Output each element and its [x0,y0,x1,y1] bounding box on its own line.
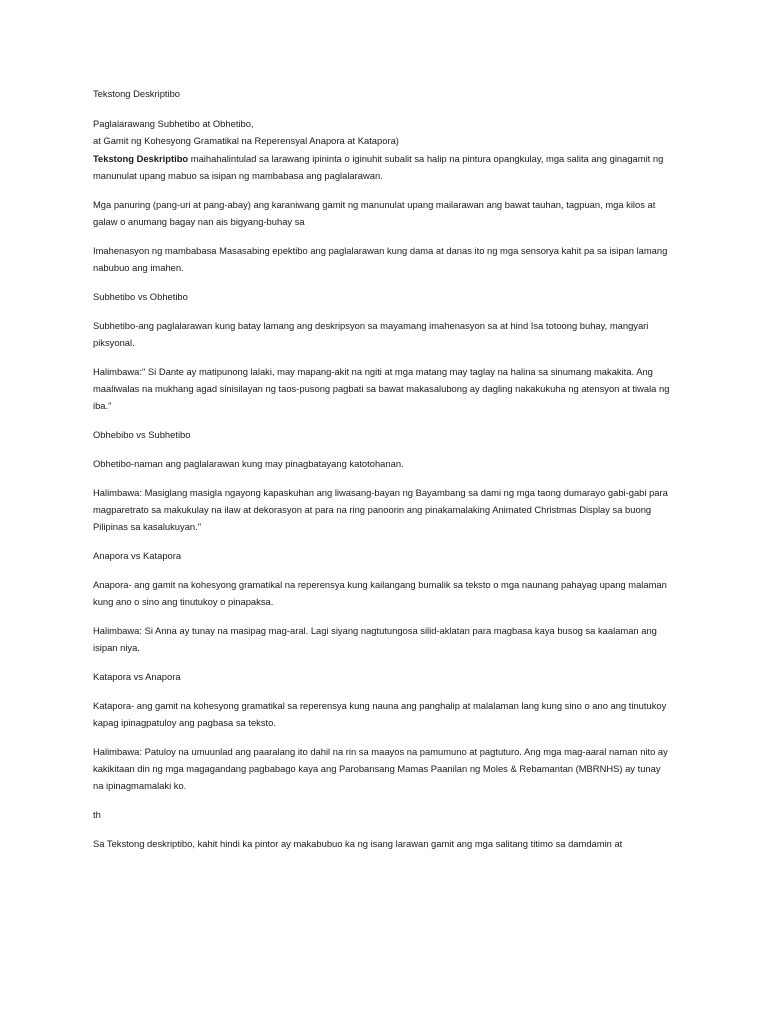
paragraph-imahenasyon: Imahenasyon ng mambabasa Masasabing epektibo ang paglalarawan kung dama at danas ito ng mga sensorya kahit pa sa isipan lamang nabubuo ang imahen. [93,245,668,273]
intro-text: maihahalintulad sa larawang ipininta o iginuhit subalit sa halip na pintura opangkulay, mga salita ang ginagamit ng manunulat upang mabuo sa isipan ng mambabasa ang paglalarawan. [93,153,664,181]
paragraph-halimbawa-1: Halimbawa:" Si Dante ay matipunong lalaki, may mapang-akit na ngiti at mga matang may taglay na halina sa sinumang makakita. Ang maaliwalas na mukhang agad sinisilayan ng taos-pusong pagbati sa bawat makasalubong ay dagling nakakukuha ng atensyon at tiwala ng iba." [93,366,670,411]
paragraph-panuring: Mga panuring (pang-uri at pang-abay) ang karaniwang gamit ng manunulat upang mailarawan ang bawat tauhan, tagpuan, mga kilos at galaw o anumang bagay nan ais bigyang-buhay sa [93,199,656,227]
paragraph-halimbawa-4: Halimbawa: Patuloy na umuunlad ang paaralang ito dahil na rin sa maayos na pamumuno at pagtuturo. Ang mga mag-aaral naman nito ay kakikitaan din ng mga magagandang pagbabago kaya ang Parobansang Mamas Paanilan ng Moles & Rebamantan (MBRNHS) ay tunay na ipinagmamalaki ko. [93,746,668,791]
document-title: Tekstong Deskriptibo [93,88,181,99]
heading-katapora: Katapora vs Anapora [93,671,181,682]
heading-subhetibo: Subhetibo vs Obhetibo [93,291,188,302]
th-marker: th [93,809,101,820]
intro-paragraph [93,150,673,184]
paragraph-katapora: Katapora- ang gamit na kohesyong gramatikal sa reperensya kung nauna ang panghalip at malalaman lang kung sino o ano ang tinutukoy kapag ipinagpatuloy ang pagbasa sa teksto. [93,700,667,728]
paragraph-anapora: Anapora- ang gamit na kohesyong gramatikal na reperensya kung kailangang bumalik sa teksto o mga naunang pahayag upang malaman kung ano o sino ang tinutukoy o pinapaksa. [93,579,667,607]
paragraph-subhetibo: Subhetibo-ang paglalarawan kung batay lamang ang deskripsyon sa mayamang imahenasyon sa at hind Isa totoong buhay, mangyari piksyonal. [93,320,649,348]
paragraph-closing: Sa Tekstong deskriptibo, kahit hindi ka pintor ay makabubuo ka ng isang larawan gamit ang mga salitang titimo sa damdamin at [93,838,623,849]
intro-bold-term: Tekstong Deskriptibo [93,153,189,164]
heading-anapora: Anapora vs Katapora [93,550,182,561]
document-page [93,85,673,852]
subtitle-line-1: Paglalarawang Subhetibo at Obhetibo, [93,118,254,129]
subtitle-line-2: at Gamit ng Kohesyong Gramatikal na Reperensyal Anapora at Katapora) [93,135,399,146]
paragraph-halimbawa-3: Halimbawa: Si Anna ay tunay na masipag mag-aral. Lagi siyang nagtutungosa silid-aklatan para magbasa kaya busog sa kaalaman ang isipan niya. [93,625,657,653]
paragraph-obhetibo: Obhetibo-naman ang paglalarawan kung may pinagbatayang katotohanan. [93,458,404,469]
heading-obhetibo: Obhebibo vs Subhetibo [93,429,191,440]
paragraph-halimbawa-2: Halimbawa: Masiglang masigla ngayong kapaskuhan ang liwasang-bayan ng Bayambang sa dami ng mga taong dumarayo gabi-gabi para magparetrato sa makukulay na ilaw at dekorasyon at para na ring panoorin ang pinakamalaking Animated Christmas Display sa buong Pilipinas sa kasalukuyan." [93,487,668,532]
